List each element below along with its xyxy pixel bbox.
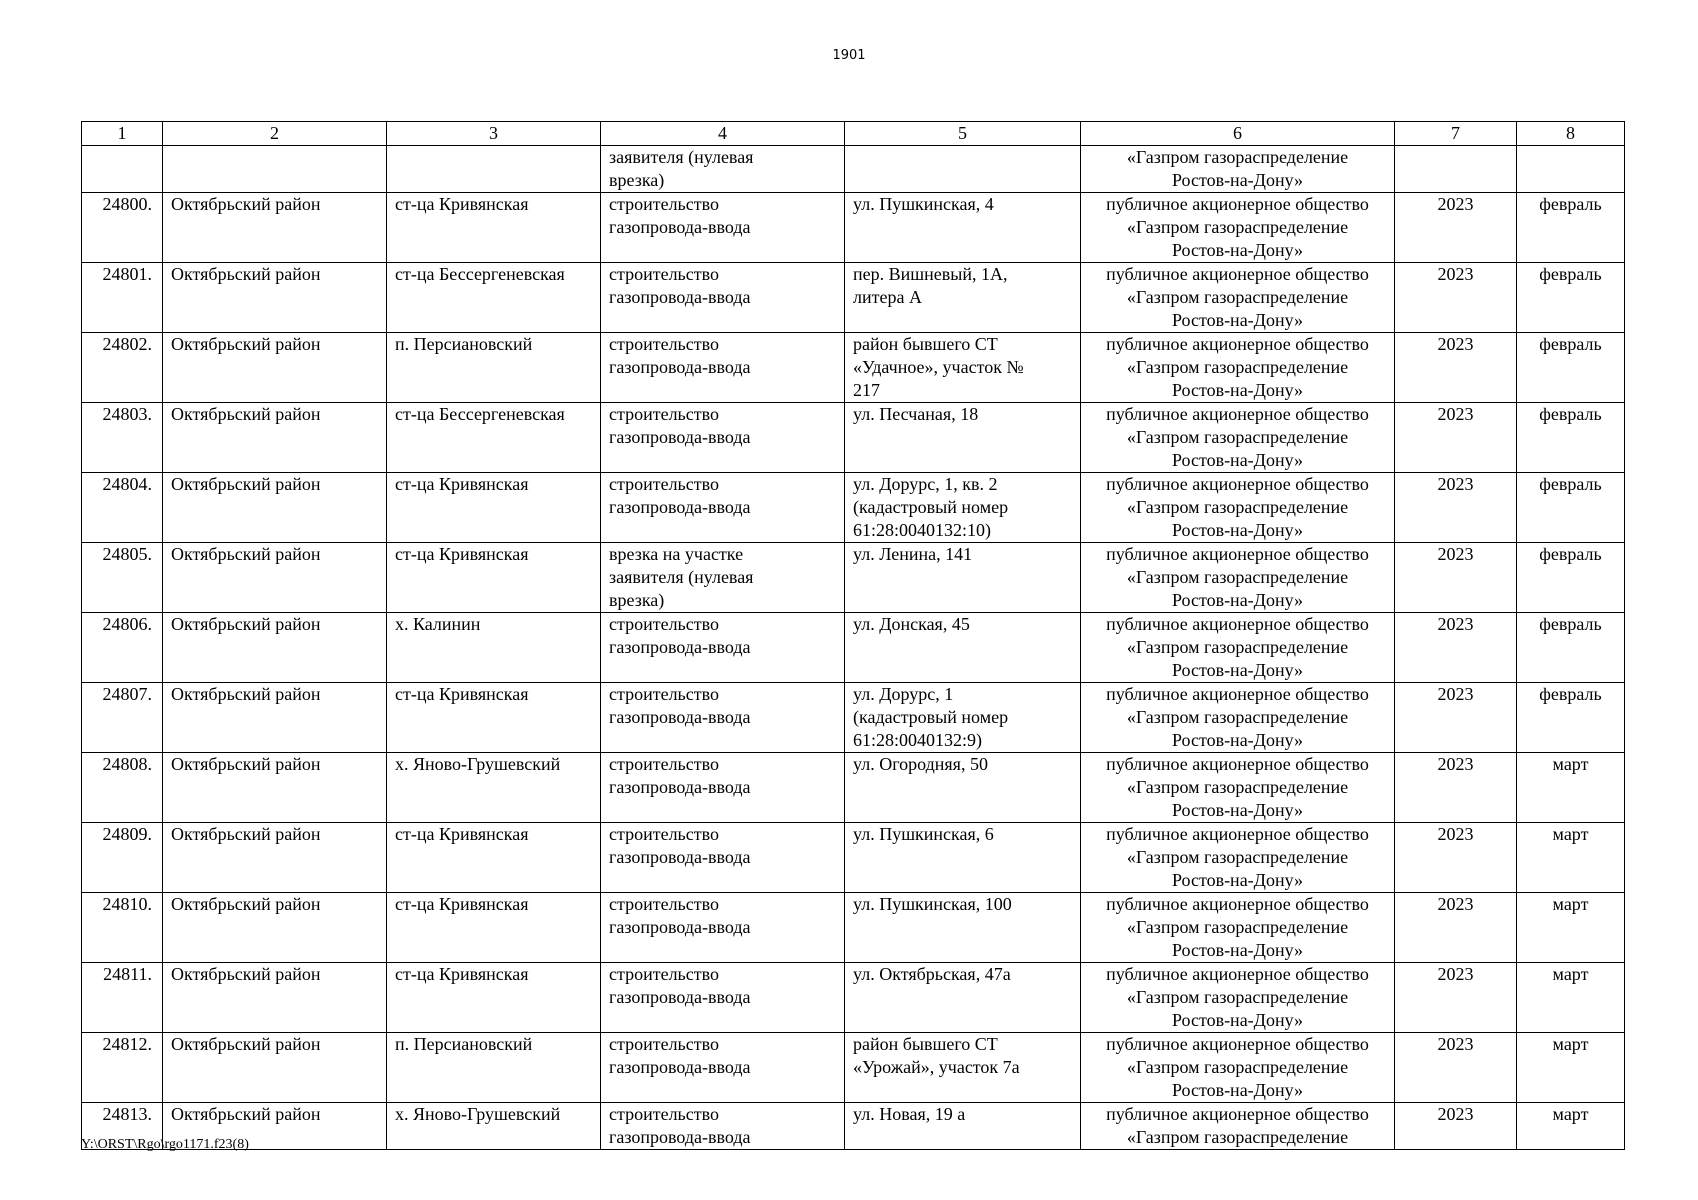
year-cell: 2023: [1395, 1033, 1517, 1103]
address-cell: район бывшего СТ «Удачное», участок № 217: [845, 333, 1081, 403]
settlement-cell: ст-ца Кривянская: [387, 893, 601, 963]
district-cell: Октябрьский район: [163, 1103, 387, 1150]
address-cell: пер. Вишневый, 1А, литера А: [845, 263, 1081, 333]
district-cell: Октябрьский район: [163, 333, 387, 403]
column-header: 8: [1517, 122, 1625, 146]
organization-cell: публичное акционерное общество «Газпром газораспределение Ростов-на-Дону»: [1081, 893, 1395, 963]
month-cell: март: [1517, 963, 1625, 1033]
settlement-cell: ст-ца Бессергеневская: [387, 403, 601, 473]
column-header: 7: [1395, 122, 1517, 146]
row-number-cell: 24807.: [82, 683, 163, 753]
settlement-cell: ст-ца Кривянская: [387, 193, 601, 263]
table-row: [82, 753, 1625, 823]
row-number-cell: 24812.: [82, 1033, 163, 1103]
settlement-cell: ст-ца Кривянская: [387, 473, 601, 543]
month-cell: март: [1517, 893, 1625, 963]
month-cell: февраль: [1517, 193, 1625, 263]
district-cell: [163, 146, 387, 193]
district-cell: Октябрьский район: [163, 473, 387, 543]
organization-cell: публичное акционерное общество «Газпром газораспределение Ростов-на-Дону»: [1081, 823, 1395, 893]
row-number-cell: 24803.: [82, 403, 163, 473]
table-row: [82, 1103, 1625, 1150]
address-cell: ул. Новая, 19 а: [845, 1103, 1081, 1150]
document-table: [81, 121, 1625, 1150]
year-cell: 2023: [1395, 1103, 1517, 1150]
organization-cell: публичное акционерное общество «Газпром газораспределение Ростов-на-Дону»: [1081, 753, 1395, 823]
organization-cell: публичное акционерное общество «Газпром газораспределение Ростов-на-Дону»: [1081, 263, 1395, 333]
address-cell: ул. Огородняя, 50: [845, 753, 1081, 823]
work-type-cell: строительство газопровода-ввода: [601, 1103, 845, 1150]
organization-cell: «Газпром газораспределение Ростов-на-Дону»: [1081, 146, 1395, 193]
work-type-cell: строительство газопровода-ввода: [601, 403, 845, 473]
column-header: 2: [163, 122, 387, 146]
table-row: [82, 333, 1625, 403]
address-cell: ул. Пушкинская, 4: [845, 193, 1081, 263]
month-cell: февраль: [1517, 333, 1625, 403]
table-row: [82, 683, 1625, 753]
row-number-cell: 24809.: [82, 823, 163, 893]
month-cell: март: [1517, 1033, 1625, 1103]
address-cell: ул. Песчаная, 18: [845, 403, 1081, 473]
work-type-cell: строительство газопровода-ввода: [601, 753, 845, 823]
organization-cell: публичное акционерное общество «Газпром газораспределение Ростов-на-Дону»: [1081, 613, 1395, 683]
footer-file-path: Y:\ORST\Rgo\rgo1171.f23(8): [81, 1137, 249, 1152]
row-number-cell: 24805.: [82, 543, 163, 613]
month-cell: март: [1517, 1103, 1625, 1150]
work-type-cell: строительство газопровода-ввода: [601, 963, 845, 1033]
work-type-cell: строительство газопровода-ввода: [601, 473, 845, 543]
address-cell: ул. Ленина, 141: [845, 543, 1081, 613]
table-row: [82, 1033, 1625, 1103]
work-type-cell: строительство газопровода-ввода: [601, 1033, 845, 1103]
settlement-cell: х. Яново-Грушевский: [387, 753, 601, 823]
year-cell: 2023: [1395, 543, 1517, 613]
year-cell: 2023: [1395, 753, 1517, 823]
column-header: 4: [601, 122, 845, 146]
table-row: [82, 403, 1625, 473]
district-cell: Октябрьский район: [163, 893, 387, 963]
year-cell: 2023: [1395, 333, 1517, 403]
work-type-cell: заявителя (нулевая врезка): [601, 146, 845, 193]
organization-cell: публичное акционерное общество «Газпром газораспределение Ростов-на-Дону»: [1081, 1033, 1395, 1103]
month-cell: февраль: [1517, 613, 1625, 683]
settlement-cell: ст-ца Кривянская: [387, 543, 601, 613]
address-cell: район бывшего СТ «Урожай», участок 7а: [845, 1033, 1081, 1103]
work-type-cell: строительство газопровода-ввода: [601, 193, 845, 263]
column-header: 1: [82, 122, 163, 146]
district-cell: Октябрьский район: [163, 613, 387, 683]
settlement-cell: п. Персиановский: [387, 333, 601, 403]
month-cell: февраль: [1517, 473, 1625, 543]
table-row: [82, 193, 1625, 263]
address-cell: ул. Дорурс, 1 (кадастровый номер 61:28:0040132:9): [845, 683, 1081, 753]
month-cell: февраль: [1517, 403, 1625, 473]
table-body: [82, 146, 1625, 1150]
district-cell: Октябрьский район: [163, 823, 387, 893]
month-cell: март: [1517, 753, 1625, 823]
district-cell: Октябрьский район: [163, 963, 387, 1033]
column-number-header-row: [82, 122, 1625, 146]
district-cell: Октябрьский район: [163, 543, 387, 613]
table-row: [82, 963, 1625, 1033]
work-type-cell: строительство газопровода-ввода: [601, 823, 845, 893]
row-number-cell: 24804.: [82, 473, 163, 543]
row-number-cell: 24811.: [82, 963, 163, 1033]
organization-cell: публичное акционерное общество «Газпром газораспределение Ростов-на-Дону»: [1081, 403, 1395, 473]
year-cell: 2023: [1395, 473, 1517, 543]
settlement-cell: ст-ца Бессергеневская: [387, 263, 601, 333]
settlement-cell: ст-ца Кривянская: [387, 823, 601, 893]
work-type-cell: строительство газопровода-ввода: [601, 263, 845, 333]
work-type-cell: строительство газопровода-ввода: [601, 613, 845, 683]
row-number-cell: 24806.: [82, 613, 163, 683]
row-number-cell: 24802.: [82, 333, 163, 403]
address-cell: ул. Октябрьская, 47а: [845, 963, 1081, 1033]
column-header: 6: [1081, 122, 1395, 146]
month-cell: март: [1517, 823, 1625, 893]
district-cell: Октябрьский район: [163, 683, 387, 753]
organization-cell: публичное акционерное общество «Газпром газораспределение Ростов-на-Дону»: [1081, 473, 1395, 543]
row-number-cell: 24810.: [82, 893, 163, 963]
organization-cell: публичное акционерное общество «Газпром газораспределение Ростов-на-Дону»: [1081, 543, 1395, 613]
work-type-cell: врезка на участке заявителя (нулевая врезка): [601, 543, 845, 613]
year-cell: 2023: [1395, 263, 1517, 333]
month-cell: февраль: [1517, 683, 1625, 753]
organization-cell: публичное акционерное общество «Газпром газораспределение Ростов-на-Дону»: [1081, 963, 1395, 1033]
address-cell: [845, 146, 1081, 193]
year-cell: 2023: [1395, 613, 1517, 683]
district-cell: Октябрьский район: [163, 753, 387, 823]
year-cell: 2023: [1395, 193, 1517, 263]
month-cell: [1517, 146, 1625, 193]
organization-cell: публичное акционерное общество «Газпром газораспределение Ростов-на-Дону»: [1081, 193, 1395, 263]
page-number: 1901: [832, 48, 866, 63]
year-cell: [1395, 146, 1517, 193]
district-cell: Октябрьский район: [163, 403, 387, 473]
settlement-cell: х. Калинин: [387, 613, 601, 683]
settlement-cell: х. Яново-Грушевский: [387, 1103, 601, 1150]
settlement-cell: ст-ца Кривянская: [387, 963, 601, 1033]
district-cell: Октябрьский район: [163, 1033, 387, 1103]
organization-cell: публичное акционерное общество «Газпром газораспределение Ростов-на-Дону»: [1081, 683, 1395, 753]
table-row: [82, 263, 1625, 333]
table-row: [82, 613, 1625, 683]
row-number-cell: [82, 146, 163, 193]
row-number-cell: 24808.: [82, 753, 163, 823]
month-cell: февраль: [1517, 543, 1625, 613]
table-row: [82, 146, 1625, 193]
settlement-cell: п. Персиановский: [387, 1033, 601, 1103]
year-cell: 2023: [1395, 893, 1517, 963]
address-cell: ул. Дорурс, 1, кв. 2 (кадастровый номер 61:28:0040132:10): [845, 473, 1081, 543]
table-row: [82, 823, 1625, 893]
row-number-cell: 24801.: [82, 263, 163, 333]
address-cell: ул. Донская, 45: [845, 613, 1081, 683]
row-number-cell: 24813.: [82, 1103, 163, 1150]
district-cell: Октябрьский район: [163, 193, 387, 263]
address-cell: ул. Пушкинская, 6: [845, 823, 1081, 893]
table-row: [82, 543, 1625, 613]
year-cell: 2023: [1395, 683, 1517, 753]
table-row: [82, 473, 1625, 543]
year-cell: 2023: [1395, 963, 1517, 1033]
year-cell: 2023: [1395, 823, 1517, 893]
work-type-cell: строительство газопровода-ввода: [601, 683, 845, 753]
row-number-cell: 24800.: [82, 193, 163, 263]
address-cell: ул. Пушкинская, 100: [845, 893, 1081, 963]
year-cell: 2023: [1395, 403, 1517, 473]
organization-cell: публичное акционерное общество «Газпром газораспределение: [1081, 1103, 1395, 1150]
district-cell: Октябрьский район: [163, 263, 387, 333]
settlement-cell: ст-ца Кривянская: [387, 683, 601, 753]
organization-cell: публичное акционерное общество «Газпром газораспределение Ростов-на-Дону»: [1081, 333, 1395, 403]
column-header: 3: [387, 122, 601, 146]
month-cell: февраль: [1517, 263, 1625, 333]
table-row: [82, 893, 1625, 963]
column-header: 5: [845, 122, 1081, 146]
settlement-cell: [387, 146, 601, 193]
document-table-container: [81, 121, 1624, 1150]
work-type-cell: строительство газопровода-ввода: [601, 893, 845, 963]
work-type-cell: строительство газопровода-ввода: [601, 333, 845, 403]
